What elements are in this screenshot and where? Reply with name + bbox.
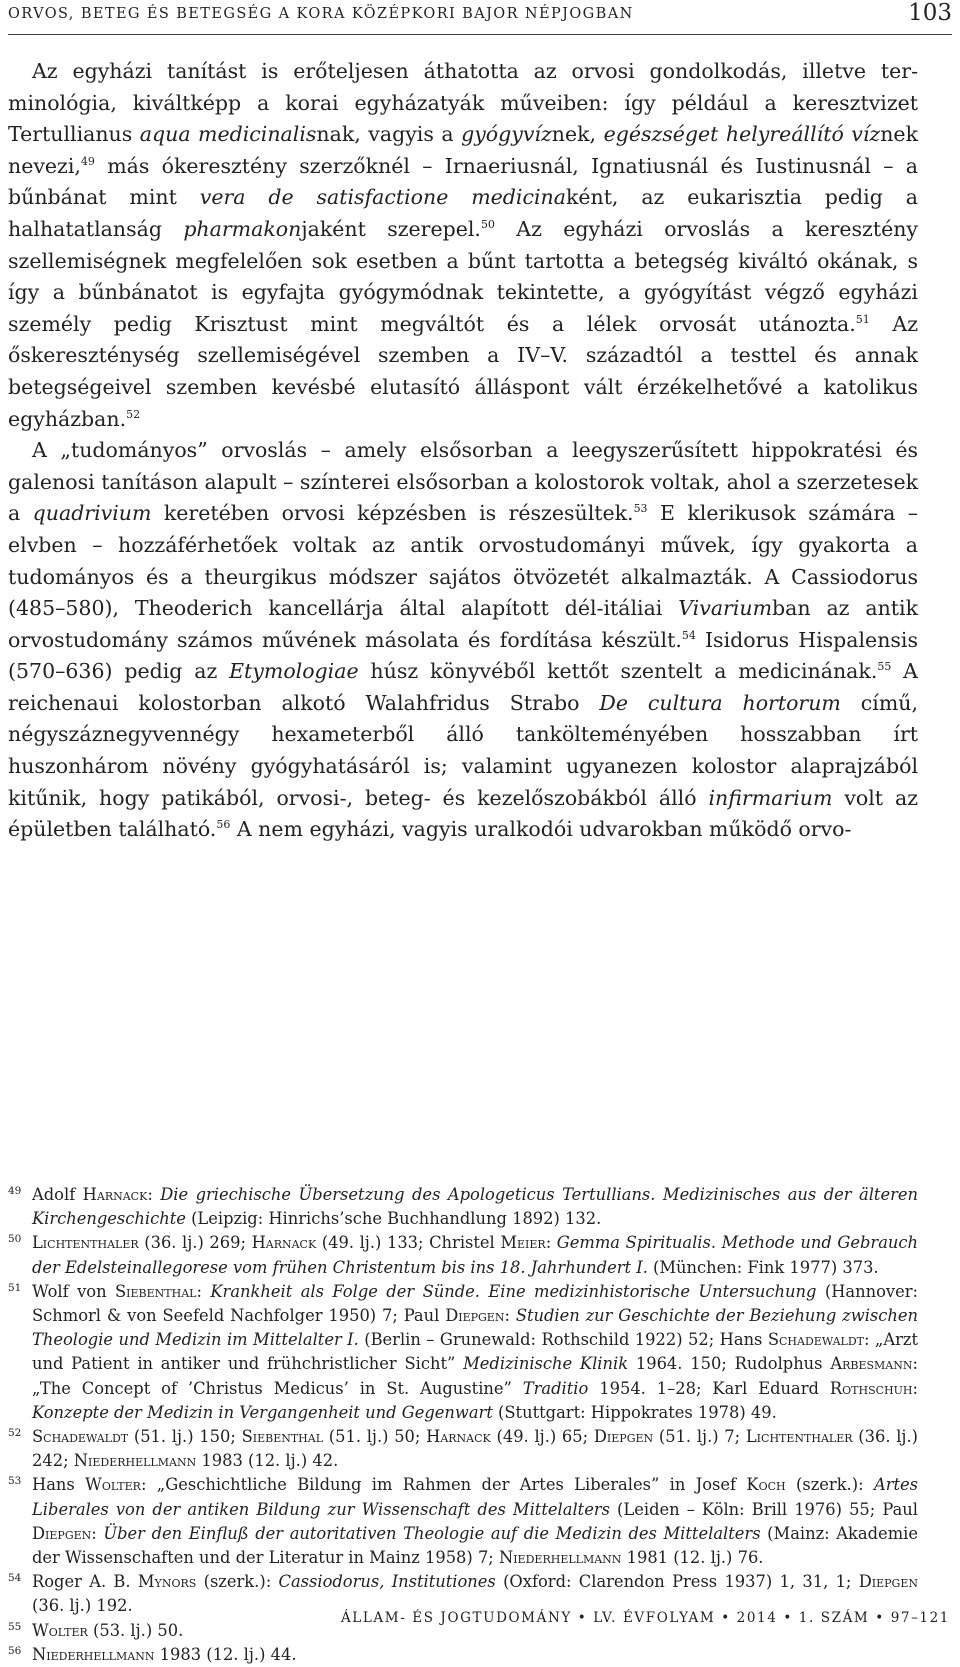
footnote-ref[interactable]: 49 <box>80 154 95 168</box>
running-title: ORVOS, BETEG ÉS BETEGSÉG A KORA KÖZÉPKORI BAJOR NÉPJOGBAN <box>8 6 634 22</box>
paragraph-1: Az egyházi tanítást is erőteljesen áthatotta az orvosi gondolkodás, illetve terminológia, kiváltképp a korai egyházatyák műveiben: így például a keresztvizet Tertullianus aqua medicinalisnak, vagyis a gyógyvíznek, egészséget helyreállító víznek nevezi,$^{49}$ más ókeresztény szerzőknél – Irnaeriusnál, Ignatiusnál és Iustinusnál – a bűnbánat mint vera de satisfactione medicinaként, az eukarisztia pedig a halhatatlanság pharmakonjaként szerepel.$^{50}$ Az egyházi orvoslás a keresztény szellemiségnek megfelelően sok esetben a bűnt tartotta a betegség kiváltó okának, s így a bűnbánatot is egyfajta gyógymódnak tekintette, a gyógyítást végző egyházi személy pedig Krisztust mint megváltót és a lélek orvosát utánozta.$^{51}$ Az őskereszténység szellemiségével szemben a IV–V. századtól a testtel és annak betegségeivel szemben kevésbé elutasító álláspont vált érzékelhetővé a katolikus egyházban.$^{52}$ <box>8 59 918 431</box>
footnote-number: 51 <box>8 1281 22 1294</box>
footnote-ref[interactable]: 53 <box>633 502 648 516</box>
page-footer: ÁLLAM- ÉS JOGTUDOMÁNY • LV. ÉVFOLYAM • 2014 • 1. SZÁM • 97–121 <box>340 1610 950 1626</box>
paragraph-2: A „tudományos” orvoslás – amely elsősorban a leegyszerűsített hippokratési és galenosi tanításon alapult – színterei elsősorban a kolostorok voltak, ahol a szerzetesek a quadrivium keretében orvosi képzésben is részesültek.$^{53}$ E klerikusok számára – elvben – hozzáférhetőek voltak az antik orvostudományi művek, így gyakorta a tudományos és a theurgikus módszer sajátos ötvözetét alkalmazták. A Cassiodorus (485–580), Theoderich kancellárja által alapított dél-itáliai Vivariumban az antik orvostudomány számos művének másolata és fordítása készült.$^{54}$ Isidorus Hispalensis (570–636) pedig az Etymologiae húsz könyvéből kettőt szentelt a medicinának.$^{55}$ A reichenaui kolostorban alkotó Walahfridus Strabo De cultura hortorum című, négyszáznegyvennégy hexameterből álló tankölteményében hosszabban írt huszonhárom növény gyógyhatásáról is; valamint ugyanezen kolostor alaprajzából kitűnik, hogy patikából, orvosi-, beteg- és kezelőszobákból álló infirmarium volt az épületben található.$^{56}$ A nem egyházi, vagyis uralkodói udvarokban működő orvo- <box>8 438 918 842</box>
footnotes <box>8 1183 918 1667</box>
footnote-number: 50 <box>8 1233 22 1246</box>
footnote-ref[interactable]: 50 <box>480 217 495 231</box>
footnote-ref[interactable]: 56 <box>216 818 231 832</box>
footnote-number: 56 <box>8 1644 22 1657</box>
page-header <box>8 0 952 35</box>
footnote-number: 53 <box>8 1475 22 1488</box>
footnote-56: 56 Niederhellmann 1983 (12. lj.) 44. <box>8 1643 918 1667</box>
footnote-50: 50 Lichtenthaler (36. lj.) 269; Harnack (49. lj.) 133; Christel Meier: Gemma Spiritualis. Methode und Gebrauch der Edelsteinallegorese vom frühen Christentum bis ins 18. Jahrhundert I. (München: Fink 1977) 373. <box>8 1231 918 1279</box>
footnote-54: 54 Roger A. B. Mynors (szerk.): Cassiodorus, Institutiones (Oxford: Clarendon Press 1937) 1, 31, 1; Diepgen (36. lj.) 192. <box>8 1570 918 1618</box>
main-text <box>8 56 918 846</box>
footnote-53: 53 Hans Wolter: „Geschichtliche Bildung im Rahmen der Artes Liberales” in Josef Koch (szerk.): Artes Liberales von der antiken Bildung zur Wissenschaft des Mittelalters (Leiden – Köln: Brill 1976) 55; Paul Diepgen: Über den Einfluß der autoritativen Theologie auf die Medizin des Mittelalters (Mainz: Akademie der Wissenschaften und der Literatur in Mainz 1958) 7; Niederhellmann 1981 (12. lj.) 76. <box>8 1473 918 1570</box>
footnote-ref[interactable]: 52 <box>126 407 141 421</box>
footnote-number: 52 <box>8 1427 22 1440</box>
footnote-ref[interactable]: 55 <box>877 660 892 674</box>
footnote-51: 51 Wolf von Siebenthal: Krankheit als Folge der Sünde. Eine medizinhistorische Untersuchung (Hannover: Schmorl & von Seefeld Nachfolger 1950) 7; Paul Diepgen: Studien zur Geschichte der Beziehung zwischen Theologie und Medizin im Mittelalter I. (Berlin – Grunewald: Rothschild 1922) 52; Hans Schadewaldt: „Arzt und Patient in antiker und frühchristlicher Sicht” Medizinische Klinik 1964. 150; Rudolphus Arbesmann: „The Concept of ’Christus Medicus’ in St. Augustine” Traditio 1954. 1–28; Karl Eduard Rothschuh: Konzepte der Medizin in Vergangenheit und Gegenwart (Stuttgart: Hippokrates 1978) 49. <box>8 1280 918 1425</box>
footnote-55: 55 Wolter (53. lj.) 50. <box>8 1619 918 1643</box>
footnote-ref[interactable]: 51 <box>855 312 870 326</box>
footnote-number: 54 <box>8 1572 22 1585</box>
page-number: 103 <box>908 0 952 26</box>
footnote-ref[interactable]: 54 <box>681 628 696 642</box>
footnote-49: 49 Adolf Harnack: Die griechische Übersetzung des Apologeticus Tertullians. Medizinisches aus der älteren Kirchengeschichte (Leipzig: Hinrichs’sche Buchhandlung 1892) 132. <box>8 1183 918 1231</box>
footnote-number: 55 <box>8 1620 22 1633</box>
footnote-number: 49 <box>8 1185 22 1197</box>
footnote-52: 52 Schadewaldt (51. lj.) 150; Siebenthal (51. lj.) 50; Harnack (49. lj.) 65; Diepgen (51. lj.) 7; Lichtenthaler (36. lj.) 242; Niederhellmann 1983 (12. lj.) 42. <box>8 1425 918 1473</box>
